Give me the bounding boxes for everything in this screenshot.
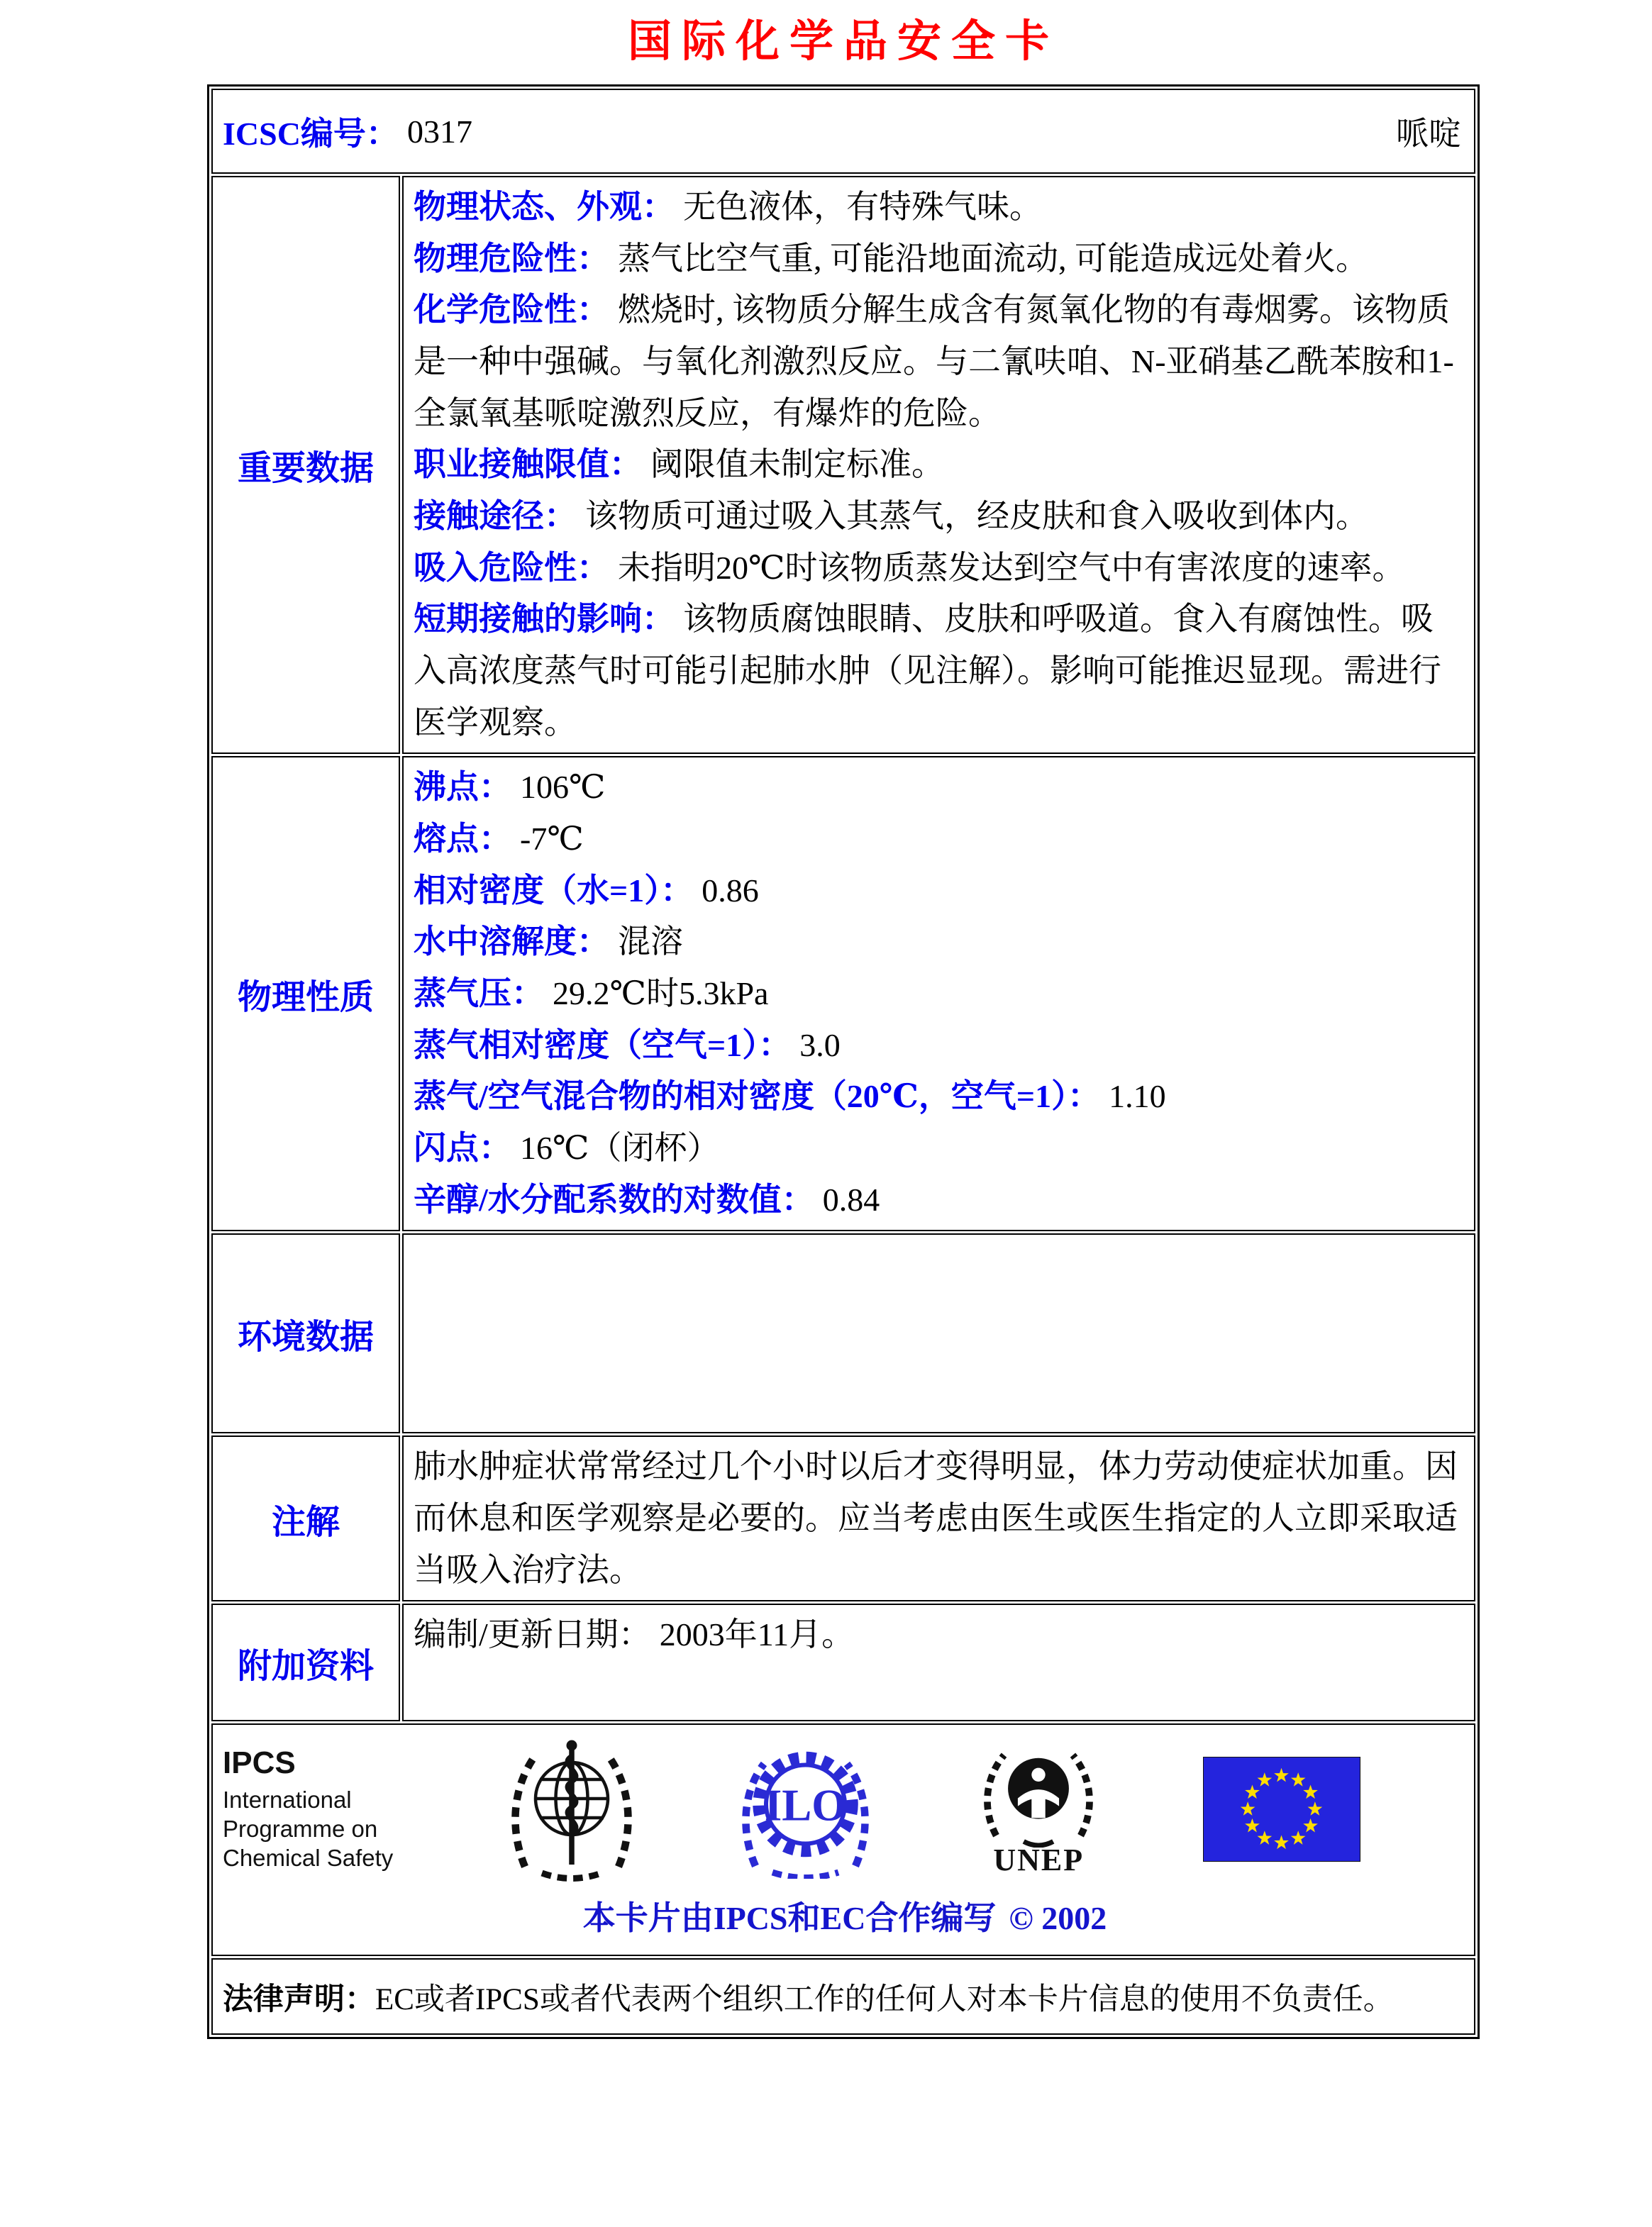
field-label: 蒸气/空气混合物的相对密度（20℃，空气=1）： (414, 1078, 1101, 1115)
field-label: 相对密度（水=1）： (414, 872, 694, 909)
important-data-content (402, 176, 1475, 754)
eu-flag-icon (1203, 1757, 1360, 1862)
legal-cell (211, 1958, 1475, 2035)
page-title: 国际化学品安全卡 (627, 18, 1059, 66)
notes-row (211, 1435, 1475, 1601)
copyright-text: © 2002 (1009, 1900, 1107, 1937)
field-value: 2003年11月。 (659, 1616, 855, 1653)
additional-info-row (211, 1604, 1475, 1721)
section-label-additional-info: 附加资料 (211, 1604, 400, 1721)
field-physical-state (414, 182, 1464, 233)
field-water-solubility (414, 916, 1464, 968)
icsc-number-label: ICSC编号： (223, 116, 399, 152)
field-label: 辛醇/水分配系数的对数值： (414, 1181, 814, 1218)
logos-cell (211, 1723, 1475, 1956)
field-occupational-limit (414, 439, 1464, 491)
logos-row (211, 1723, 1475, 1956)
field-value: 该物质可通过吸入其蒸气，经皮肤和食入吸收到体内。 (585, 498, 1368, 535)
physical-properties-row (211, 756, 1475, 1231)
field-value: -7℃ (520, 821, 584, 857)
field-label: 物理危险性： (414, 240, 609, 277)
section-label-notes: 注解 (211, 1435, 400, 1601)
ilo-icon (736, 1740, 875, 1879)
field-vapor-relative-density (414, 1020, 1464, 1072)
credit-text: 本卡片由IPCS和EC合作编写 (582, 1900, 997, 1937)
logos-strip (223, 1735, 1467, 1884)
section-label-environmental-data: 环境数据 (211, 1233, 400, 1433)
field-label: 职业接触限值： (414, 446, 642, 483)
icsc-card-table (207, 84, 1480, 2039)
chemical-name: 哌啶 (1396, 116, 1461, 152)
field-boiling-point (414, 762, 1464, 813)
environmental-data-content (402, 1233, 1475, 1433)
field-value: 混溶 (618, 923, 683, 960)
field-flash-point (414, 1123, 1464, 1174)
unep-label: UNEP (993, 1842, 1085, 1877)
field-value: 29.2℃时5.3kPa (553, 975, 769, 1012)
field-value: 燃烧时, 该物质分解生成含有氮氧化物的有毒烟雾。该物质是一种中强碱。与氧化剂激烈反应。与二氰呋咱、N-亚硝基乙酰苯胺和1-全氯氧基哌啶激烈反应，有爆炸的危险。 (414, 291, 1454, 431)
field-exposure-routes (414, 491, 1464, 543)
unep-block (975, 1741, 1102, 1878)
field-label: 接触途径： (414, 498, 577, 535)
field-value: 蒸气比空气重, 可能沿地面流动, 可能造成远处着火。 (618, 240, 1368, 277)
field-label: 沸点： (414, 769, 511, 806)
notes-content: 肺水肿症状常常经过几个小时以后才变得明显，体力劳动使症状加重。因而休息和医学观察是必要的。应当考虑由医生或医生指定的人立即采取适当吸入治疗法。 (402, 1435, 1475, 1601)
field-short-term-effects (414, 594, 1464, 748)
field-value: 该物质腐蚀眼睛、皮肤和呼吸道。食入有腐蚀性。吸入高浓度蒸气时可能引起肺水肿（见注解）。影响可能推迟显现。需进行医学观察。 (414, 601, 1441, 740)
ipcs-subtitle: International Programme on Chemical Safety (223, 1786, 394, 1872)
legal-row (211, 1958, 1475, 2035)
ipcs-text-block (223, 1746, 407, 1872)
section-label-important-data: 重要数据 (211, 176, 400, 754)
field-value: 未指明20℃时该物质蒸发达到空气中有害浓度的速率。 (618, 549, 1405, 586)
physical-properties-content (402, 756, 1475, 1231)
field-label: 蒸气相对密度（空气=1）： (414, 1026, 792, 1063)
environmental-data-row (211, 1233, 1475, 1433)
field-value: 0.86 (702, 872, 759, 909)
important-data-row (211, 176, 1475, 754)
field-label: 短期接触的影响： (414, 601, 675, 638)
field-vapor-pressure (414, 968, 1464, 1020)
field-melting-point (414, 813, 1464, 865)
ilo-letters: ILO (764, 1780, 846, 1831)
icsc-header-cell (211, 89, 1475, 174)
field-vapor-air-mixture-density (414, 1071, 1464, 1123)
field-octanol-water-partition (414, 1174, 1464, 1226)
legal-text: EC或者IPCS或者代表两个组织工作的任何人对本卡片信息的使用不负责任。 (375, 1982, 1394, 2016)
field-label: 熔点： (414, 821, 511, 857)
field-label: 蒸气压： (414, 975, 544, 1012)
field-update-date (414, 1609, 1464, 1661)
field-label: 水中溶解度： (414, 923, 609, 960)
credit-line (223, 1892, 1467, 1939)
field-inhalation-risk (414, 543, 1464, 594)
who-icon (508, 1735, 636, 1884)
additional-info-content (402, 1604, 1475, 1721)
ipcs-title: IPCS (223, 1745, 296, 1781)
field-relative-density (414, 865, 1464, 917)
field-label: 吸入危险性： (414, 549, 609, 586)
section-label-physical-properties: 物理性质 (211, 756, 400, 1231)
field-value: 阈限值未制定标准。 (650, 446, 944, 483)
field-value: 无色液体，有特殊气味。 (683, 189, 1042, 225)
field-value: 106℃ (520, 769, 606, 806)
field-value: 1.10 (1109, 1078, 1166, 1115)
field-label: 闪点： (414, 1130, 511, 1167)
field-label: 编制/更新日期： (414, 1616, 651, 1653)
field-value: 3.0 (799, 1026, 841, 1063)
field-label: 物理状态、外观： (414, 189, 675, 225)
field-value: 16℃（闭杯） (520, 1130, 720, 1167)
icsc-header-row (211, 89, 1475, 174)
unep-icon (975, 1741, 1102, 1848)
field-value: 0.84 (822, 1181, 880, 1218)
field-chemical-danger (414, 284, 1464, 439)
icsc-card-page (207, 0, 1480, 2039)
icsc-number-value: 0317 (406, 113, 472, 150)
icsc-header (223, 108, 1464, 155)
legal-label: 法律声明： (223, 1982, 375, 2016)
field-physical-danger (414, 233, 1464, 285)
field-label: 化学危险性： (414, 291, 609, 328)
